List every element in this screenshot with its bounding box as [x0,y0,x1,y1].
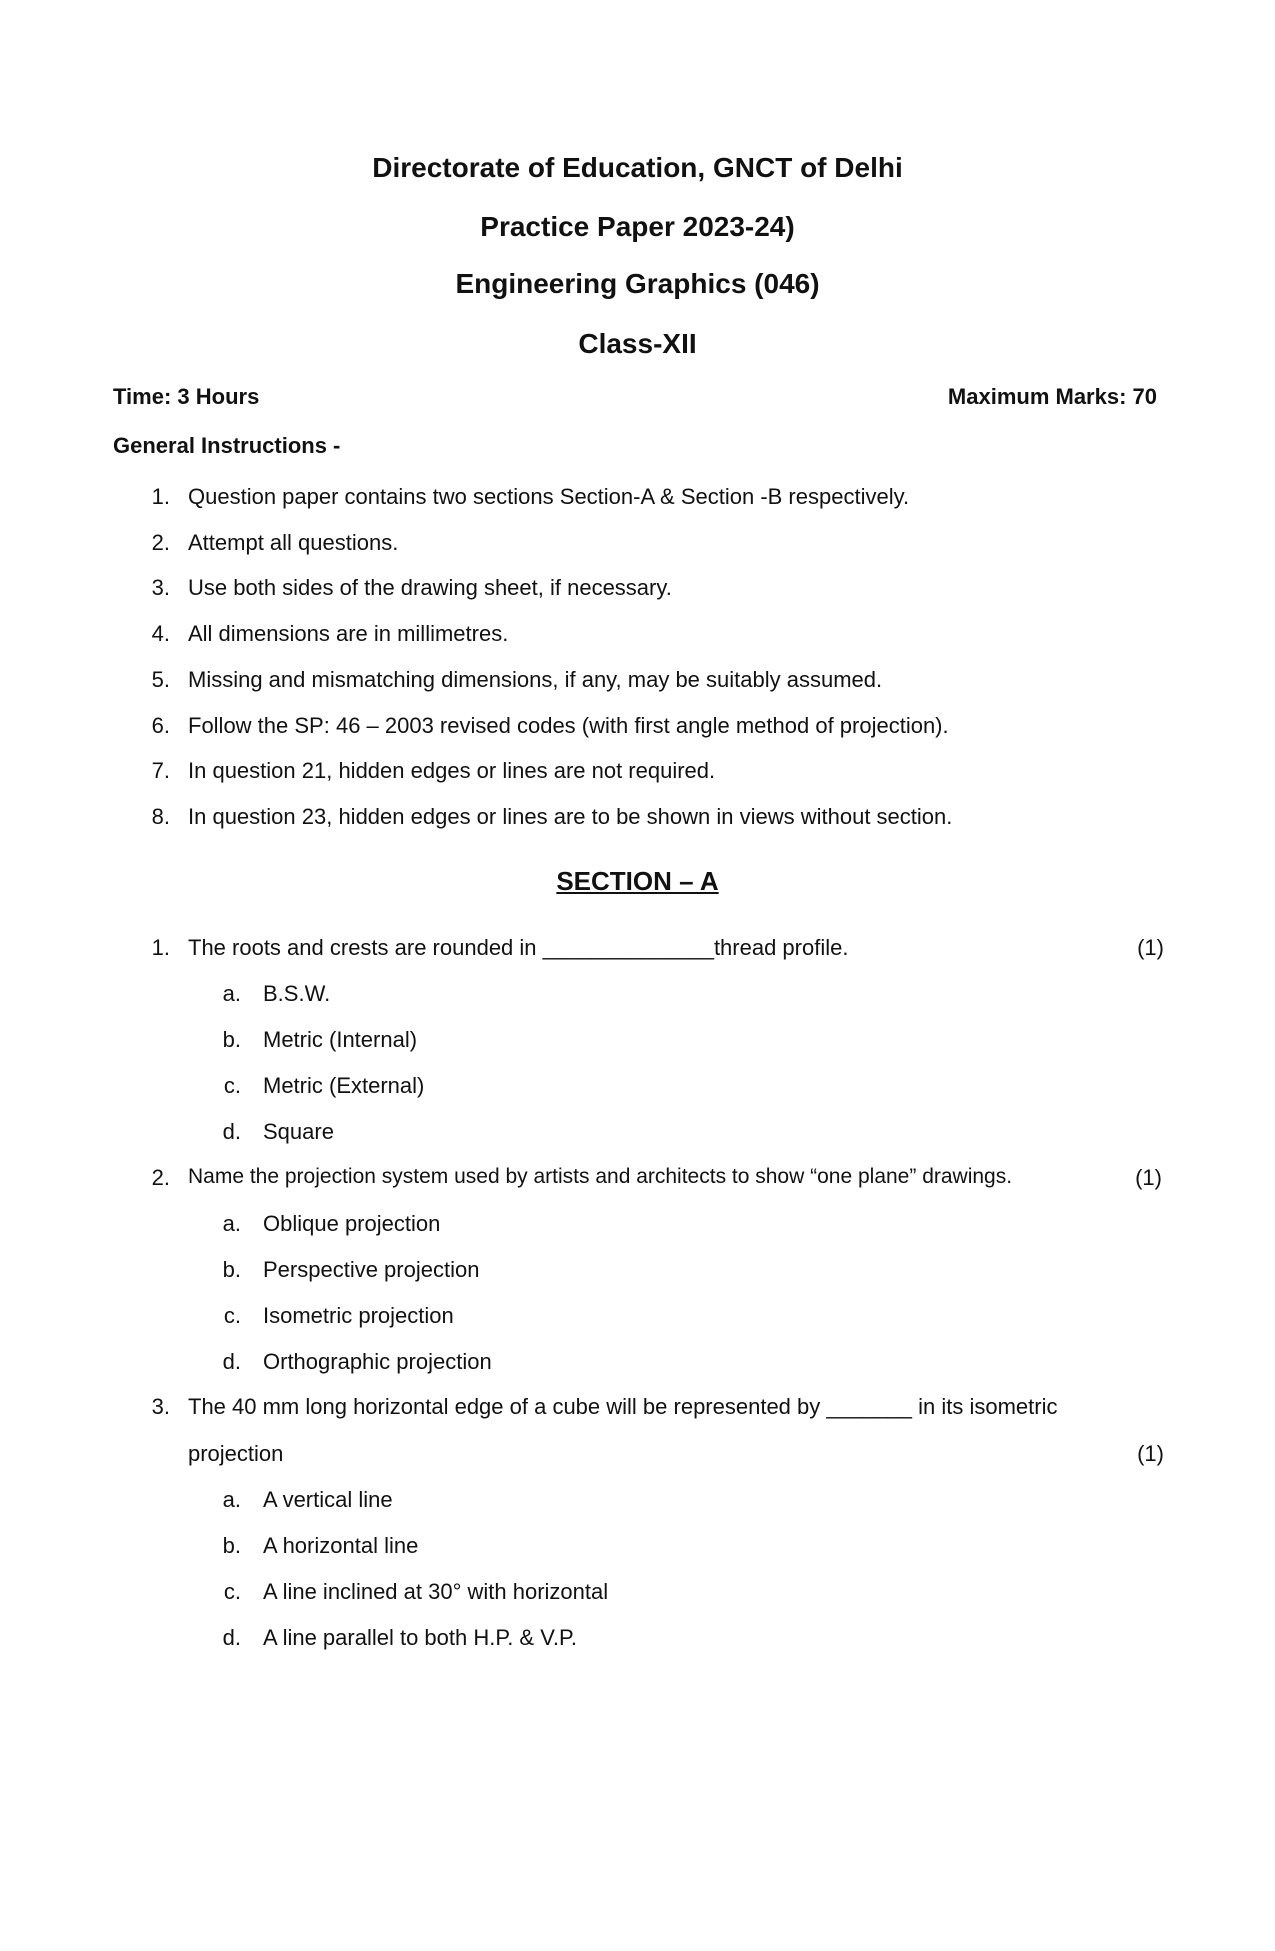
instruction-text: Follow the SP: 46 – 2003 revised codes (with first angle method of projection). [188,713,949,738]
option-label: d. [222,1349,241,1374]
question-text: The 40 mm long horizontal edge of a cube will be represented by _______ in its isometric [188,1394,1058,1419]
instruction-text: In question 21, hidden edges or lines are not required. [188,758,716,783]
question-text: The roots and crests are rounded in ______________thread profile. [188,935,849,960]
header-directorate: Directorate of Education, GNCT of Delhi [372,152,903,183]
option-text: Metric (Internal) [263,1027,418,1052]
instruction-text: Question paper contains two sections Section-A & Section -B respectively. [188,484,910,509]
option-text: A line inclined at 30° with horizontal [263,1579,609,1604]
time-label: Time: 3 Hours [113,384,260,409]
option-label: b. [222,1027,241,1052]
option-label: a. [222,981,241,1006]
option-text: A vertical line [263,1487,393,1512]
option-text: B.S.W. [263,981,331,1006]
question-text: Name the projection system used by artists and architects to show “one plane” drawings. [188,1165,1013,1188]
instruction-number: 6. [151,713,170,738]
instruction-text: All dimensions are in millimetres. [188,621,509,646]
option-label: a. [222,1211,241,1236]
instruction-number: 1. [151,484,170,509]
instruction-text: Attempt all questions. [188,530,399,555]
question-marks: (1) [1137,935,1164,960]
question-number: 2. [151,1165,170,1190]
option-text: A horizontal line [263,1533,419,1558]
question-marks: (1) [1137,1441,1164,1466]
option-label: c. [223,1579,241,1604]
header-class: Class-XII [578,328,697,359]
option-label: d. [222,1625,241,1650]
instruction-text: Use both sides of the drawing sheet, if necessary. [188,575,672,600]
option-text: Oblique projection [263,1211,441,1236]
header-practice-paper: Practice Paper 2023-24) [480,211,795,242]
max-marks-label: Maximum Marks: 70 [947,384,1157,409]
option-text: Square [263,1119,334,1144]
option-label: c. [223,1303,241,1328]
instruction-number: 3. [151,575,170,600]
option-text: Perspective projection [263,1257,480,1282]
general-instructions-heading: General Instructions - [113,433,341,458]
option-text: Orthographic projection [263,1349,492,1374]
option-label: d. [222,1119,241,1144]
question-marks: (1) [1135,1165,1162,1190]
option-label: c. [223,1073,241,1098]
instruction-number: 2. [151,530,170,555]
option-label: b. [222,1533,241,1558]
question-number: 3. [151,1394,170,1419]
option-text: A line parallel to both H.P. & V.P. [263,1625,577,1650]
section-a-heading: SECTION – A [556,866,719,896]
header-subject: Engineering Graphics (046) [455,268,820,299]
instruction-number: 5. [151,667,170,692]
instruction-number: 8. [151,804,170,829]
question-number: 1. [151,935,170,960]
option-label: b. [222,1257,241,1282]
instruction-number: 7. [151,758,170,783]
instruction-text: Missing and mismatching dimensions, if any, may be suitably assumed. [188,667,883,692]
instruction-number: 4. [151,621,170,646]
instruction-text: In question 23, hidden edges or lines are to be shown in views without section. [188,804,953,829]
option-text: Isometric projection [263,1303,454,1328]
option-label: a. [222,1487,241,1512]
option-text: Metric (External) [263,1073,425,1098]
question-text-continued: projection [188,1441,284,1466]
